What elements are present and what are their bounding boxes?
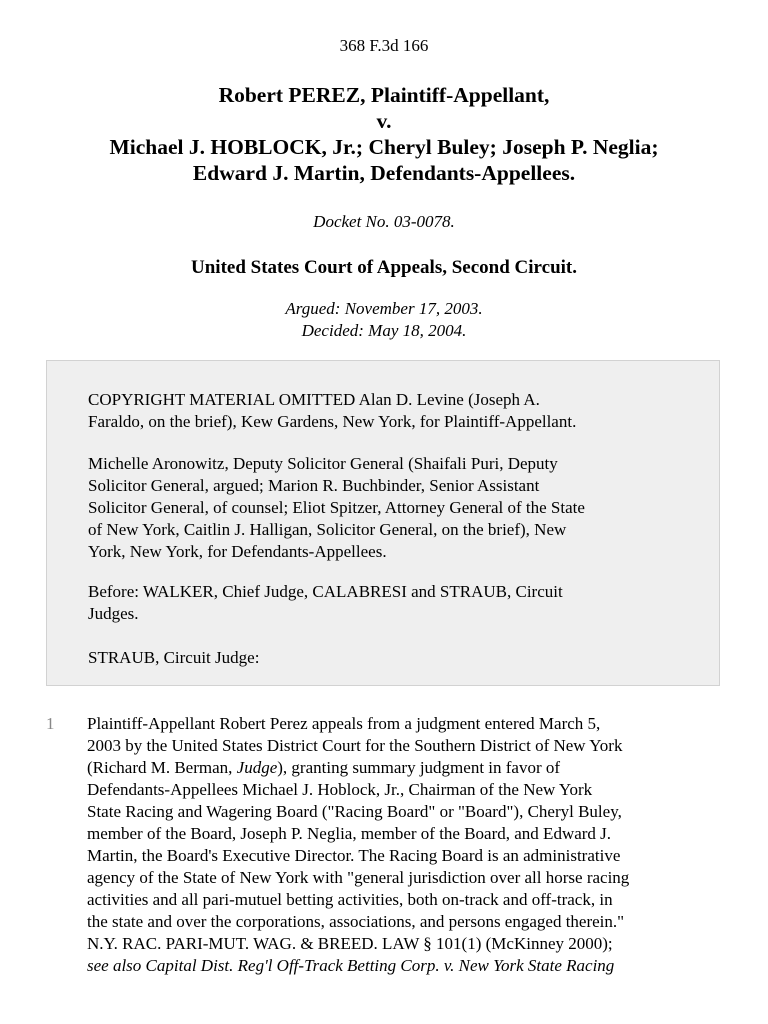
paragraph-number: 1 xyxy=(46,714,55,733)
case-dates xyxy=(0,298,768,342)
counsel-line: Michelle Aronowitz, Deputy Solicitor General (Shaifali Puri, Deputy xyxy=(88,454,558,473)
opinion-line: State Racing and Wagering Board ("Racing Board" or "Board"), Cheryl Buley, xyxy=(87,802,622,821)
docket-number: Docket No. 03-0078. xyxy=(313,212,455,231)
opinion-paragraph xyxy=(87,713,737,977)
counsel-box xyxy=(46,360,720,686)
opinion-line: Martin, the Board's Executive Director. The Racing Board is an administrative xyxy=(87,846,621,865)
opinion-line: Defendants-Appellees Michael J. Hoblock, Jr., Chairman of the New York xyxy=(87,780,593,799)
panel-judges xyxy=(88,581,688,625)
opinion-author: STRAUB, Circuit Judge: xyxy=(88,648,260,667)
panel-line: Before: WALKER, Chief Judge, CALABRESI and STRAUB, Circuit xyxy=(88,582,563,601)
counsel-line: Solicitor General, argued; Marion R. Buchbinder, Senior Assistant xyxy=(88,476,540,495)
plaintiff-counsel xyxy=(88,389,688,433)
opinion-line: 2003 by the United States District Court for the Southern District of New York xyxy=(87,736,623,755)
counsel-line: York, New York, for Defendants-Appellees. xyxy=(88,542,387,561)
decided-date: Decided: May 18, 2004. xyxy=(301,321,467,340)
opinion-line: activities and all pari-mutuel betting activities, both on-track and off-track, in xyxy=(87,890,613,909)
opinion-line: member of the Board, Joseph P. Neglia, member of the Board, and Edward J. xyxy=(87,824,612,843)
counsel-line: COPYRIGHT MATERIAL OMITTED Alan D. Levine (Joseph A. xyxy=(88,390,540,409)
argued-date: Argued: November 17, 2003. xyxy=(285,299,483,318)
caption-defendants-line1: Michael J. HOBLOCK, Jr.; Cheryl Buley; Joseph P. Neglia; xyxy=(109,135,659,159)
counsel-line: Solicitor General, of counsel; Eliot Spitzer, Attorney General of the State xyxy=(88,498,585,517)
case-citation: 368 F.3d 166 xyxy=(339,36,429,55)
judge-italic: Judge xyxy=(236,758,278,777)
counsel-line: of New York, Caitlin J. Halligan, Solicitor General, on the brief), New xyxy=(88,520,567,539)
opinion-text: (Richard M. Berman, xyxy=(87,758,237,777)
panel-line: Judges. xyxy=(88,604,139,623)
caption-defendants-line2: Edward J. Martin, Defendants-Appellees. xyxy=(192,161,576,185)
court-name: United States Court of Appeals, Second Circuit. xyxy=(191,257,577,278)
caption-versus: v. xyxy=(376,109,392,133)
case-cite-link[interactable]: see also Capital Dist. Reg'l Off-Track Betting Corp. v. New York State Racing xyxy=(87,956,615,975)
caption-plaintiff: Robert PEREZ, Plaintiff-Appellant, xyxy=(218,83,550,107)
opinion-line xyxy=(87,757,737,779)
opinion-line: agency of the State of New York with "general jurisdiction over all horse racing xyxy=(87,868,630,887)
defendant-counsel xyxy=(88,453,688,563)
opinion-line: the state and over the corporations, associations, and persons engaged therein." xyxy=(87,912,625,931)
counsel-line: Faraldo, on the brief), Kew Gardens, New York, for Plaintiff-Appellant. xyxy=(88,412,577,431)
opinion-line: Plaintiff-Appellant Robert Perez appeals from a judgment entered March 5, xyxy=(87,714,601,733)
opinion-text: ), granting summary judgment in favor of xyxy=(277,758,561,777)
opinion-line: N.Y. RAC. PARI-MUT. WAG. & BREED. LAW § 101(1) (McKinney 2000); xyxy=(87,934,613,953)
case-caption xyxy=(40,82,728,186)
